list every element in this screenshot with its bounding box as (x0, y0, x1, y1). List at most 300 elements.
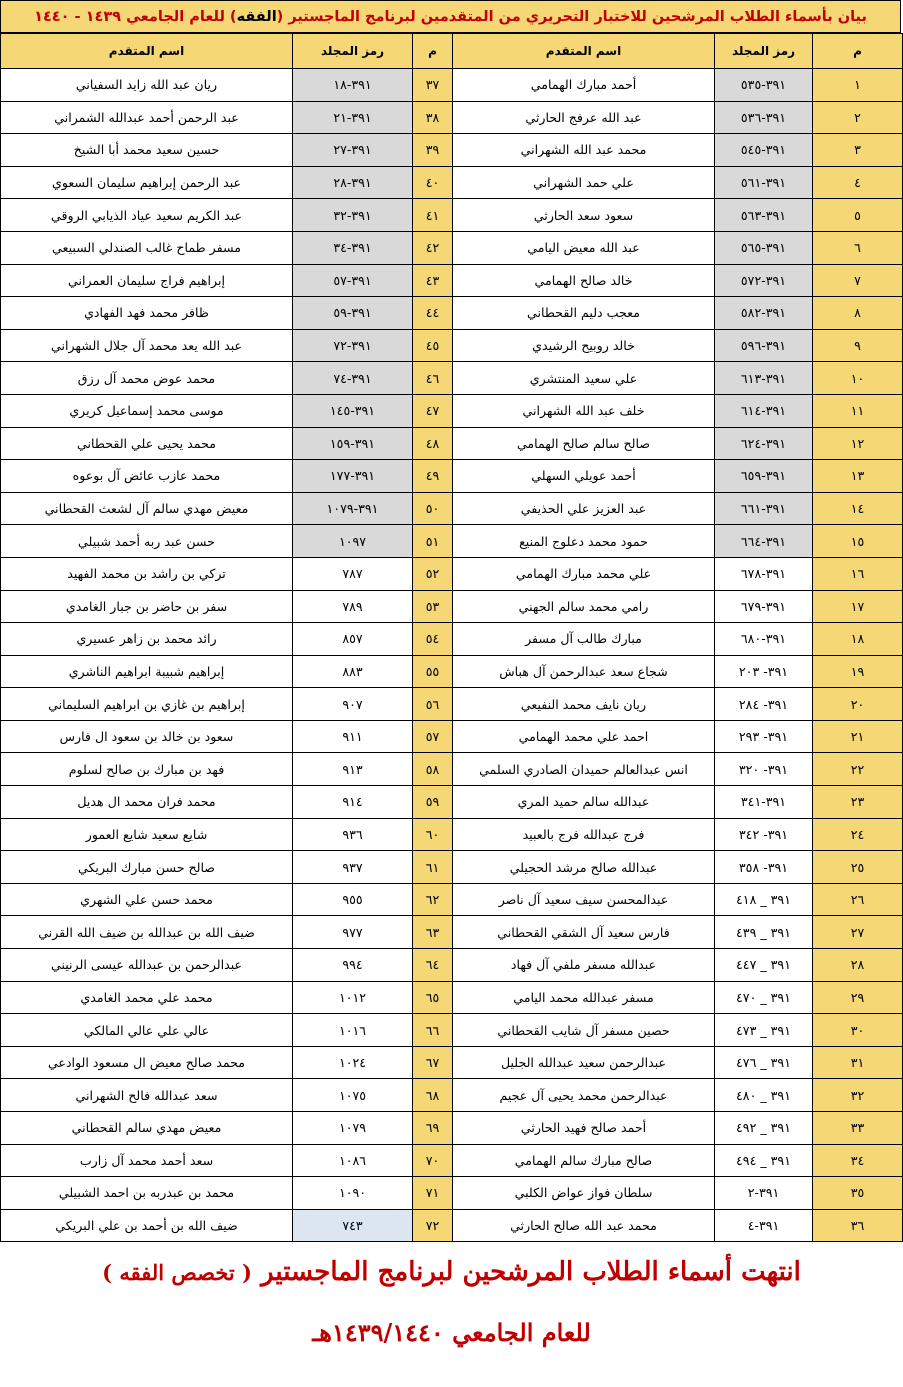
applicant-name: عبد الرحمن أحمد عبدالله الشمراني (1, 101, 293, 134)
row-number: ٢٥ (813, 851, 903, 884)
table-row (453, 1144, 903, 1177)
applicant-name: عبدالمحسن سيف سعيد آل ناصر (453, 883, 715, 916)
folder-code: ٣٩١-١٤٥ (293, 394, 413, 427)
applicant-name: إبراهيم فراج سليمان العمراني (1, 264, 293, 297)
folder-code: ١٠٨٦ (293, 1144, 413, 1177)
applicant-name: موسى محمد إسماعيل كريري (1, 394, 293, 427)
row-number: ٦١ (413, 851, 453, 884)
folder-code: ٣٩١-٣٢ (293, 199, 413, 232)
row-number: ١٦ (813, 557, 903, 590)
table-row (1, 557, 453, 590)
applicant-name: ضيف الله بن عبدالله بن ضيف الله القرني (1, 916, 293, 949)
row-number: ٤٦ (413, 362, 453, 395)
folder-code: ١٠٢٤ (293, 1046, 413, 1079)
applicant-name: خالد روبيح الرشيدي (453, 329, 715, 362)
applicant-name: محمد عبد الله صالح الحارثي (453, 1209, 715, 1242)
table-row (453, 69, 903, 102)
folder-code: ٣٩١-٣٤ (293, 231, 413, 264)
folder-code: ١٠١٢ (293, 981, 413, 1014)
table-row (1, 753, 453, 786)
row-number: ٣٨ (413, 101, 453, 134)
applicant-name: فهد بن مبارك بن صالح لسلوم (1, 753, 293, 786)
table-row (1, 916, 453, 949)
applicant-name: ريان نايف محمد النفيعي (453, 688, 715, 721)
folder-code: ٣٩١-٣٤١ (715, 786, 813, 819)
folder-code: ٣٩١- ٢٨٤ (715, 688, 813, 721)
folder-code: ٣٩١-٥٤٥ (715, 134, 813, 167)
applicant-name: ظافر محمد فهد الفهادي (1, 297, 293, 330)
applicant-name: علي سعيد المنتشري (453, 362, 715, 395)
table-row (453, 1079, 903, 1112)
header-code: رمز المجلد (715, 34, 813, 69)
row-number: ٢ (813, 101, 903, 134)
applicant-name: ضيف الله بن أحمد بن علي البريكي (1, 1209, 293, 1242)
row-number: ٦٠ (413, 818, 453, 851)
row-number: ٧١ (413, 1177, 453, 1210)
folder-code: ٣٩١-٦٦٤ (715, 525, 813, 558)
applicant-name: عالي علي عالي المالكي (1, 1014, 293, 1047)
table-row (453, 166, 903, 199)
applicant-name: معيض مهدي سالم القحطاني (1, 1112, 293, 1145)
row-number: ٤٥ (413, 329, 453, 362)
row-number: ٤٢ (413, 231, 453, 264)
folder-code: ٣٩١-٦٢٤ (715, 427, 813, 460)
folder-code: ٩٧٧ (293, 916, 413, 949)
folder-code: ١٠٩٠ (293, 1177, 413, 1210)
row-number: ٥٧ (413, 720, 453, 753)
row-number: ٥٥ (413, 655, 453, 688)
applicant-name: عبد الرحمن إبراهيم سليمان السعوي (1, 166, 293, 199)
row-number: ٥ (813, 199, 903, 232)
folder-code: ٣٩١-٦١٣ (715, 362, 813, 395)
applicant-name: تركي بن راشد بن محمد الفهيد (1, 557, 293, 590)
row-number: ١٧ (813, 590, 903, 623)
table-row (1, 134, 453, 167)
row-number: ٥٩ (413, 786, 453, 819)
folder-code: ١٠٩٧ (293, 525, 413, 558)
table-row (453, 1046, 903, 1079)
table-row (453, 916, 903, 949)
folder-code: ٣٩١-٢٧ (293, 134, 413, 167)
table-row (453, 231, 903, 264)
folder-code: ٣٩١-١٨ (293, 69, 413, 102)
applicant-name: سعد أحمد محمد آل زارب (1, 1144, 293, 1177)
table-row (1, 1014, 453, 1047)
folder-code: ٣٩١-٢٨ (293, 166, 413, 199)
row-number: ٦٦ (413, 1014, 453, 1047)
table-row (1, 69, 453, 102)
row-number: ٧ (813, 264, 903, 297)
applicant-name: فارس سعيد آل الشقي القحطاني (453, 916, 715, 949)
table-row (1, 492, 453, 525)
table-row (1, 818, 453, 851)
table-row (1, 362, 453, 395)
folder-code: ٣٩١ _ ٤٧٣ (715, 1014, 813, 1047)
header-num: م (413, 34, 453, 69)
row-number: ٦ (813, 231, 903, 264)
applicant-name: شايع سعيد شايع العمور (1, 818, 293, 851)
folder-code: ٣٩١-٢١ (293, 101, 413, 134)
folder-code: ٣٩١-٧٤ (293, 362, 413, 395)
applicant-name: صالح سالم صالح الهمامي (453, 427, 715, 460)
row-number: ٣٠ (813, 1014, 903, 1047)
applicant-name: سلطان فواز عواض الكلبي (453, 1177, 715, 1210)
applicant-name: محمد بن عبدربه بن احمد الشبيلي (1, 1177, 293, 1210)
table-row (453, 655, 903, 688)
row-number: ٣ (813, 134, 903, 167)
table-row (1, 883, 453, 916)
table-row (453, 557, 903, 590)
header-num: م (813, 34, 903, 69)
header-name: اسم المتقدم (453, 34, 715, 69)
applicant-name: شجاع سعد عبدالرحمن آل هباش (453, 655, 715, 688)
applicant-name: أحمد مبارك الهمامي (453, 69, 715, 102)
applicant-name: عبدالرحمن بن عبدالله عيسى الرنيني (1, 949, 293, 982)
applicant-name: مسفر عبدالله محمد اليامي (453, 981, 715, 1014)
folder-code: ٣٩١-٥٦٣ (715, 199, 813, 232)
row-number: ٤٠ (413, 166, 453, 199)
row-number: ٦٧ (413, 1046, 453, 1079)
applicant-name: ريان عبد الله زايد السفياني (1, 69, 293, 102)
table-row (453, 134, 903, 167)
table-row (453, 786, 903, 819)
row-number: ٣٧ (413, 69, 453, 102)
folder-code: ٣٩١-١٥٩ (293, 427, 413, 460)
row-number: ٦٥ (413, 981, 453, 1014)
folder-code: ٣٩١-١٠٧٩ (293, 492, 413, 525)
applicant-name: احمد علي محمد الهمامي (453, 720, 715, 753)
table-row (453, 883, 903, 916)
folder-code: ٣٩١ _ ٤٧٠ (715, 981, 813, 1014)
table-row (453, 525, 903, 558)
table-row (453, 199, 903, 232)
table-row (1, 720, 453, 753)
applicant-name: انس عبدالعالم حميدان الصادري السلمي (453, 753, 715, 786)
folder-code: ٣٩١-١٧٧ (293, 460, 413, 493)
folder-code: ٩٥٥ (293, 883, 413, 916)
table-row (1, 786, 453, 819)
row-number: ١٤ (813, 492, 903, 525)
header-code: رمز المجلد (293, 34, 413, 69)
left-table (0, 33, 453, 1242)
applicant-name: معيض مهدي سالم آل لشعث القحطاني (1, 492, 293, 525)
title-suffix: ) للعام الجامعي ١٤٣٩ - ١٤٤٠ (34, 8, 237, 25)
row-number: ٣٣ (813, 1112, 903, 1145)
table-row (1, 525, 453, 558)
folder-code: ٣٩١-٥٩٦ (715, 329, 813, 362)
folder-code: ٣٩١-٥٦٥ (715, 231, 813, 264)
table-row (1, 231, 453, 264)
applicant-name: عبدالرحمن محمد يحيى آل عجيم (453, 1079, 715, 1112)
row-number: ٢٨ (813, 949, 903, 982)
table-row (453, 623, 903, 656)
folder-code: ٩١٣ (293, 753, 413, 786)
applicant-name: عبدالله مسفر ملفي آل فهاد (453, 949, 715, 982)
folder-code: ٣٩١-٤ (715, 1209, 813, 1242)
row-number: ٥٤ (413, 623, 453, 656)
table-row (453, 1177, 903, 1210)
applicant-name: رامي محمد سالم الجهني (453, 590, 715, 623)
folder-code: ٣٩١-٥٦١ (715, 166, 813, 199)
applicant-name: محمد حسن علي الشهري (1, 883, 293, 916)
applicant-name: أحمد صالح فهيد الحارثي (453, 1112, 715, 1145)
row-number: ٢٦ (813, 883, 903, 916)
row-number: ٩ (813, 329, 903, 362)
folder-code: ٩٩٤ (293, 949, 413, 982)
row-number: ٦٩ (413, 1112, 453, 1145)
applicant-name: حسن عبد ربه أحمد شبيلي (1, 525, 293, 558)
folder-code: ٣٩١ _ ٤٤٧ (715, 949, 813, 982)
row-number: ٢٧ (813, 916, 903, 949)
table-row (453, 394, 903, 427)
row-number: ٦٣ (413, 916, 453, 949)
title-specialty: الفقه (236, 8, 277, 25)
folder-code: ٣٩١-٥٨٢ (715, 297, 813, 330)
table-row (1, 1079, 453, 1112)
row-number: ٣٦ (813, 1209, 903, 1242)
table-row (1, 1177, 453, 1210)
table-row (1, 297, 453, 330)
right-table-body (453, 69, 903, 1242)
row-number: ٣٢ (813, 1079, 903, 1112)
folder-code: ٣٩١- ٢٠٣ (715, 655, 813, 688)
folder-code: ٣٩١ _ ٤٩٢ (715, 1112, 813, 1145)
table-row (1, 655, 453, 688)
applicant-name: سعود سعد الحارثي (453, 199, 715, 232)
applicant-name: مبارك طالب آل مسفر (453, 623, 715, 656)
applicant-name: معجب دليم القحطاني (453, 297, 715, 330)
applicant-name: عبد الكريم سعيد عياد الذيابي الروقي (1, 199, 293, 232)
applicant-name: عبد الله معيض اليامي (453, 231, 715, 264)
row-number: ١ (813, 69, 903, 102)
table-row (453, 818, 903, 851)
table-row (1, 1144, 453, 1177)
footer-end-note (0, 1257, 903, 1287)
row-number: ٥١ (413, 525, 453, 558)
applicant-name: خلف عبد الله الشهراني (453, 394, 715, 427)
table-row (1, 949, 453, 982)
folder-code: ٩١٤ (293, 786, 413, 819)
row-number: ٤٧ (413, 394, 453, 427)
row-number: ٤٣ (413, 264, 453, 297)
table-row (453, 590, 903, 623)
footer-main-text: انتهت أسماء الطلاب المرشحين لبرنامج الماجستير (261, 1257, 801, 1287)
table-row (453, 949, 903, 982)
table-row (453, 264, 903, 297)
row-number: ٥٦ (413, 688, 453, 721)
row-number: ٢٩ (813, 981, 903, 1014)
folder-code: ١٠١٦ (293, 1014, 413, 1047)
applicant-name: سفر بن حاضر بن جبار الغامدي (1, 590, 293, 623)
table-row (453, 1112, 903, 1145)
folder-code: ٧٨٩ (293, 590, 413, 623)
row-number: ٣٤ (813, 1144, 903, 1177)
row-number: ٥٠ (413, 492, 453, 525)
row-number: ١٨ (813, 623, 903, 656)
row-number: ٢٣ (813, 786, 903, 819)
table-row (1, 1046, 453, 1079)
applicant-name: عبد العزيز علي الحذيفي (453, 492, 715, 525)
table-row (1, 394, 453, 427)
folder-code: ٩٠٧ (293, 688, 413, 721)
applicant-name: محمد علي محمد الغامدي (1, 981, 293, 1014)
row-number: ٣١ (813, 1046, 903, 1079)
folder-code: ٣٩١- ٢٩٣ (715, 720, 813, 753)
folder-code: ١٠٧٩ (293, 1112, 413, 1145)
table-row (453, 427, 903, 460)
row-number: ٦٤ (413, 949, 453, 982)
table-row (453, 492, 903, 525)
folder-code: ٩٣٦ (293, 818, 413, 851)
folder-code: ٣٩١-٦٧٩ (715, 590, 813, 623)
applicant-name: عبدالله سالم حميد المري (453, 786, 715, 819)
left-table-body (1, 69, 453, 1242)
page-title (0, 0, 901, 33)
applicant-name: رائد محمد بن زاهر عسيري (1, 623, 293, 656)
folder-code: ٣٩١-٦٨٠ (715, 623, 813, 656)
applicant-name: أحمد عويلي السهلي (453, 460, 715, 493)
row-number: ٢١ (813, 720, 903, 753)
right-header-row (453, 34, 903, 69)
applicant-name: محمد صالح معيض ال مسعود الوادعي (1, 1046, 293, 1079)
table-row (1, 851, 453, 884)
row-number: ٣٥ (813, 1177, 903, 1210)
table-row (1, 101, 453, 134)
folder-code: ٨٨٣ (293, 655, 413, 688)
folder-code: ٣٩١-٧٢ (293, 329, 413, 362)
applicant-name: علي محمد مبارك الهمامي (453, 557, 715, 590)
folder-code: ٩١١ (293, 720, 413, 753)
table-row (1, 688, 453, 721)
row-number: ١٠ (813, 362, 903, 395)
table-row (453, 297, 903, 330)
row-number: ٥٢ (413, 557, 453, 590)
folder-code: ٩٣٧ (293, 851, 413, 884)
applicant-name: سعد عبدالله فالح الشهراني (1, 1079, 293, 1112)
folder-code: ٧٨٧ (293, 557, 413, 590)
table-row (1, 264, 453, 297)
folder-code: ٣٩١-٥٧ (293, 264, 413, 297)
applicant-name: محمد عوض محمد آل رزق (1, 362, 293, 395)
applicant-name: علي حمد الشهراني (453, 166, 715, 199)
row-number: ٧٠ (413, 1144, 453, 1177)
folder-code: ١٠٧٥ (293, 1079, 413, 1112)
row-number: ١١ (813, 394, 903, 427)
applicant-name: محمد فران محمد ال هديل (1, 786, 293, 819)
right-table (452, 33, 903, 1242)
applicant-name: صالح حسن مبارك البريكي (1, 851, 293, 884)
row-number: ٤١ (413, 199, 453, 232)
footer-specialty-text: ( تخصص الفقه ) (102, 1260, 252, 1285)
folder-code: ٣٩١-٥٣٥ (715, 69, 813, 102)
row-number: ٣٩ (413, 134, 453, 167)
row-number: ٦٢ (413, 883, 453, 916)
header-name: اسم المتقدم (1, 34, 293, 69)
applicant-name: عبد الله يعد محمد آل جلال الشهراني (1, 329, 293, 362)
row-number: ٤٨ (413, 427, 453, 460)
folder-code: ٣٩١ _ ٤٨٠ (715, 1079, 813, 1112)
row-number: ٥٣ (413, 590, 453, 623)
table-row (1, 329, 453, 362)
row-number: ٤ (813, 166, 903, 199)
folder-code: ٣٩١-٢ (715, 1177, 813, 1210)
applicant-name: حسين سعيد محمد أبا الشيخ (1, 134, 293, 167)
table-row (453, 101, 903, 134)
applicant-name: محمد يحيى علي القحطاني (1, 427, 293, 460)
folder-code: ٣٩١- ٣٢٠ (715, 753, 813, 786)
applicant-name: حصين مسفر آل شايب القحطاني (453, 1014, 715, 1047)
applicant-name: حمود محمد دعلوج المنيع (453, 525, 715, 558)
row-number: ٢٤ (813, 818, 903, 851)
applicant-name: صالح مبارك سالم الهمامي (453, 1144, 715, 1177)
row-number: ٤٩ (413, 460, 453, 493)
folder-code: ٣٩١- ٣٥٨ (715, 851, 813, 884)
table-row (453, 362, 903, 395)
folder-code: ٣٩١-٥٩ (293, 297, 413, 330)
row-number: ٨ (813, 297, 903, 330)
table-row (1, 590, 453, 623)
row-number: ٦٨ (413, 1079, 453, 1112)
row-number: ١٣ (813, 460, 903, 493)
table-row (1, 199, 453, 232)
table-row (453, 329, 903, 362)
table-row (453, 688, 903, 721)
table-row (1, 166, 453, 199)
folder-code: ٣٩١-٦٧٨ (715, 557, 813, 590)
folder-code: ٣٩١-٦٥٩ (715, 460, 813, 493)
table-row (453, 720, 903, 753)
left-header-row (1, 34, 453, 69)
applicant-name: مسفر طماح غالب الصندلي السبيعي (1, 231, 293, 264)
table-row (453, 851, 903, 884)
applicant-name: محمد عازب عائض آل بوعوه (1, 460, 293, 493)
table-row (1, 460, 453, 493)
folder-code: ٣٩١ _ ٤٩٤ (715, 1144, 813, 1177)
table-row (453, 1209, 903, 1242)
folder-code: ٣٩١-٥٧٢ (715, 264, 813, 297)
applicant-name: محمد عبد الله الشهراني (453, 134, 715, 167)
table-row (1, 623, 453, 656)
applicant-name: عبدالله صالح مرشد الحجيلي (453, 851, 715, 884)
title-prefix: بيان بأسماء الطلاب المرشحين للاختبار التحريري من المتقدمين لبرنامج الماجستير ( (276, 8, 867, 25)
applicant-name: سعود بن خالد بن سعود ال فارس (1, 720, 293, 753)
folder-code: ٣٩١-٦٦١ (715, 492, 813, 525)
table-row (1, 427, 453, 460)
folder-code: ٣٩١ _ ٤٧٦ (715, 1046, 813, 1079)
folder-code: ٣٩١ _ ٤٣٩ (715, 916, 813, 949)
folder-code: ٣٩١-٦١٤ (715, 394, 813, 427)
applicant-name: خالد صالح الهمامي (453, 264, 715, 297)
folder-code: ٨٥٧ (293, 623, 413, 656)
row-number: ٧٢ (413, 1209, 453, 1242)
applicant-name: إبراهيم شبيبة ابراهيم الناشري (1, 655, 293, 688)
applicant-name: عبدالرحمن سعيد عبدالله الجليل (453, 1046, 715, 1079)
row-number: ٥٨ (413, 753, 453, 786)
table-row (453, 753, 903, 786)
row-number: ٤٤ (413, 297, 453, 330)
table-row (453, 460, 903, 493)
table-row (1, 981, 453, 1014)
folder-code: ٣٩١-٥٣٦ (715, 101, 813, 134)
applicant-name: إبراهيم بن غازي بن ابراهيم السليماني (1, 688, 293, 721)
table-row (1, 1112, 453, 1145)
row-number: ١٢ (813, 427, 903, 460)
table-row (453, 1014, 903, 1047)
table-row (1, 1209, 453, 1242)
folder-code: ٧٤٣ (293, 1209, 413, 1242)
folder-code: ٣٩١ _ ٤١٨ (715, 883, 813, 916)
footer-academic-year: للعام الجامعي ١٤٣٩/١٤٤٠هـ (312, 1318, 591, 1347)
